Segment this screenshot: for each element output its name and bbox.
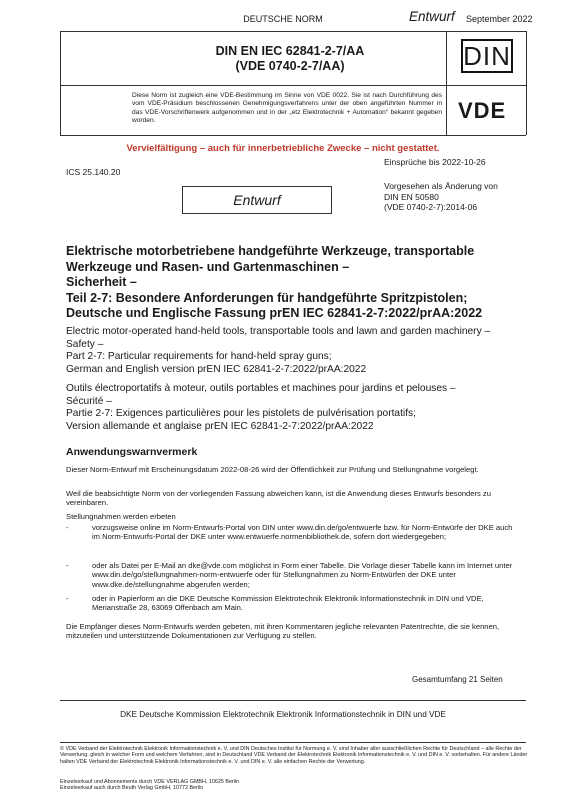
list-dash: -	[66, 523, 69, 532]
standard-number: DIN EN IEC 62841-2-7/AA	[215, 44, 365, 58]
dke-line: DKE Deutsche Kommission Elektrotechnik Elektronik Informationstechnik in DIN und VDE	[120, 710, 446, 719]
paragraph-publication: Dieser Norm-Entwurf mit Erscheinungsdatum 2022-08-26 wird der Öffentlichkeit zur Prüfung und Stellungnahme vorgelegt.	[66, 465, 479, 474]
vde-number: (VDE 0740-2-7/AA)	[235, 59, 345, 73]
issue-date: September 2022	[466, 14, 533, 24]
german-title-line: Elektrische motorbetriebene handgeführte Werkzeuge, transportable	[66, 244, 475, 258]
objection-deadline: Einsprüche bis 2022-10-26	[384, 157, 486, 167]
sales-line: Einzelverkauf und Abonnements durch VDE VERLAG GMBH, 10625 Berlin	[60, 779, 240, 785]
sales-line: Einzelverkauf auch durch Beuth Verlag GmbH, 10772 Berlin	[60, 785, 204, 792]
intended-amendment	[384, 181, 498, 213]
german-title	[66, 244, 526, 322]
list-item-text: oder als Datei per E-Mail an dke@vde.com möglichst in Form einer Tabelle. Die Vorlage dieser Tabelle kann im Internet unter www.din.de/go/stellungnahmen-norm-entwuerfe oder für Stellungnahmen zu Norm-Entwürfen der DKE unter www.dke.de/stellungnahme abgerufen werden;	[92, 561, 513, 589]
draft-label: Entwurf	[409, 9, 455, 24]
intended-amendment-line: DIN EN 50580	[384, 191, 439, 202]
list-item-text: vorzugsweise online im Norm-Entwurfs-Portal von DIN unter www.din.de/go/entwuerfe bzw. für Norm-Entwürfe der DKE auch im Norm-Entwurfs-Portal der DKE unter www.entwuerfe.normenbibliothek.de, sofern dort wiedergegeben;	[92, 523, 513, 542]
french-title-line: Sécurité –	[66, 395, 112, 407]
french-title-line: Partie 2-7: Exigences particulières pour les pistolets de pulvérisation portatifs;	[66, 408, 416, 419]
rule-footer	[60, 742, 526, 743]
norm-label: DEUTSCHE NORM	[243, 14, 323, 24]
paragraph-agreement: Weil die beabsichtigte Norm von der vorliegenden Fassung abweichen kann, ist die Anwendung dieses Entwurfs besonders zu vereinbaren.	[66, 489, 491, 508]
intended-amendment-line: (VDE 0740-2-7):2014-06	[384, 202, 478, 212]
english-title-line: Electric motor-operated hand-held tools, transportable tools and lawn and garden machinery –	[66, 326, 491, 337]
standard-title	[140, 44, 440, 74]
rule-right	[526, 31, 527, 135]
din-logo	[461, 39, 513, 73]
rule-left	[60, 31, 61, 135]
english-title-line: Part 2-7: Particular requirements for hand-held spray guns;	[66, 351, 332, 362]
french-title	[66, 383, 536, 433]
rule-mid	[60, 85, 526, 86]
list-dash: -	[66, 561, 69, 570]
rule-dke-top	[60, 700, 526, 701]
page-count: Gesamtumfang 21 Seiten	[412, 675, 503, 684]
din-logo-text: DIN	[463, 41, 511, 71]
english-title-line: German and English version prEN IEC 62841-2-7:2022/prAA:2022	[66, 363, 367, 375]
list-item-text: oder in Papierform an die DKE Deutsche Kommission Elektrotechnik Elektronik Informationstechnik in DIN und VDE, Merianstraße 28, 63069 Offenbach am Main.	[92, 594, 484, 613]
draft-box: Entwurf	[182, 186, 332, 214]
french-title-line: Version allemande et anglaise prEN IEC 62841-2-7:2022/prAA:2022	[66, 420, 374, 432]
paragraph-comments-intro: Stellungnahmen werden erbeten	[66, 512, 176, 521]
sales-info	[60, 779, 239, 792]
rule-divider	[446, 31, 447, 135]
german-title-line: Sicherheit –	[66, 275, 137, 289]
rule-top	[60, 31, 526, 32]
copyright-notice: © VDE Verband der Elektrotechnik Elektronik Informationstechnik e. V. und DIN Deutsches Institut für Normung e. V. sind Inhaber aller ausschließlichen Rechte für Deutschland – alle Rechte der Verwertung, gleich in welcher Form und welchem Verfahren, sind in Deutschland VDE Verband der Elektrotechnik Elektronik Informationstechnik e. V. und DIN e. V. vorbehalten. Für andere Länder halten VDE Verband der Elektrotechnik Elektronik Informationstechnik e. V. und DIN e. V. alle einfachen Rechte der Verwertung.	[60, 746, 528, 765]
german-title-line: Werkzeuge und Rasen- und Gartenmaschinen –	[66, 259, 350, 274]
german-title-line: Deutsche und Englische Fassung prEN IEC 62841-2-7:2022/prAA:2022	[66, 306, 483, 320]
copy-warning: Vervielfältigung – auch für innerbetriebliche Zwecke – nicht gestattet.	[126, 143, 440, 154]
german-title-line: Teil 2-7: Besondere Anforderungen für handgeführte Spritzpistolen;	[66, 290, 468, 305]
list-dash: -	[66, 594, 69, 603]
french-title-line: Outils électroportatifs à moteur, outils portables et machines pour jardins et pelouses –	[66, 383, 456, 394]
english-title-line: Safety –	[66, 338, 104, 350]
warning-heading: Anwendungswarnvermerk	[66, 446, 198, 458]
intended-amendment-line: Vorgesehen als Änderung von	[384, 181, 498, 191]
english-title	[66, 326, 536, 376]
paragraph-patents: Die Empfänger dieses Norm-Entwurfs werden gebeten, mit ihren Kommentaren jegliche relevanten Patentrechte, die sie kennen, mitzuteilen und unterstützende Dokumentationen zur Verfügung zu stellen.	[66, 622, 500, 641]
vde-notice: Diese Norm ist zugleich eine VDE-Bestimmung im Sinne von VDE 0022. Sie ist nach Durchführung des vom VDE-Präsidium beschlossenen Genehmigungsverfahrens unter der oben angeführten Nummer in das VDE-Vorschriftenwerk aufgenommen und in der „etz Elektrotechnik + Automation“ bekannt gegeben worden.	[132, 92, 442, 124]
ics-code: ICS 25.140.20	[66, 167, 121, 177]
rule-bottom	[60, 135, 526, 136]
vde-logo: VDE	[458, 98, 507, 123]
